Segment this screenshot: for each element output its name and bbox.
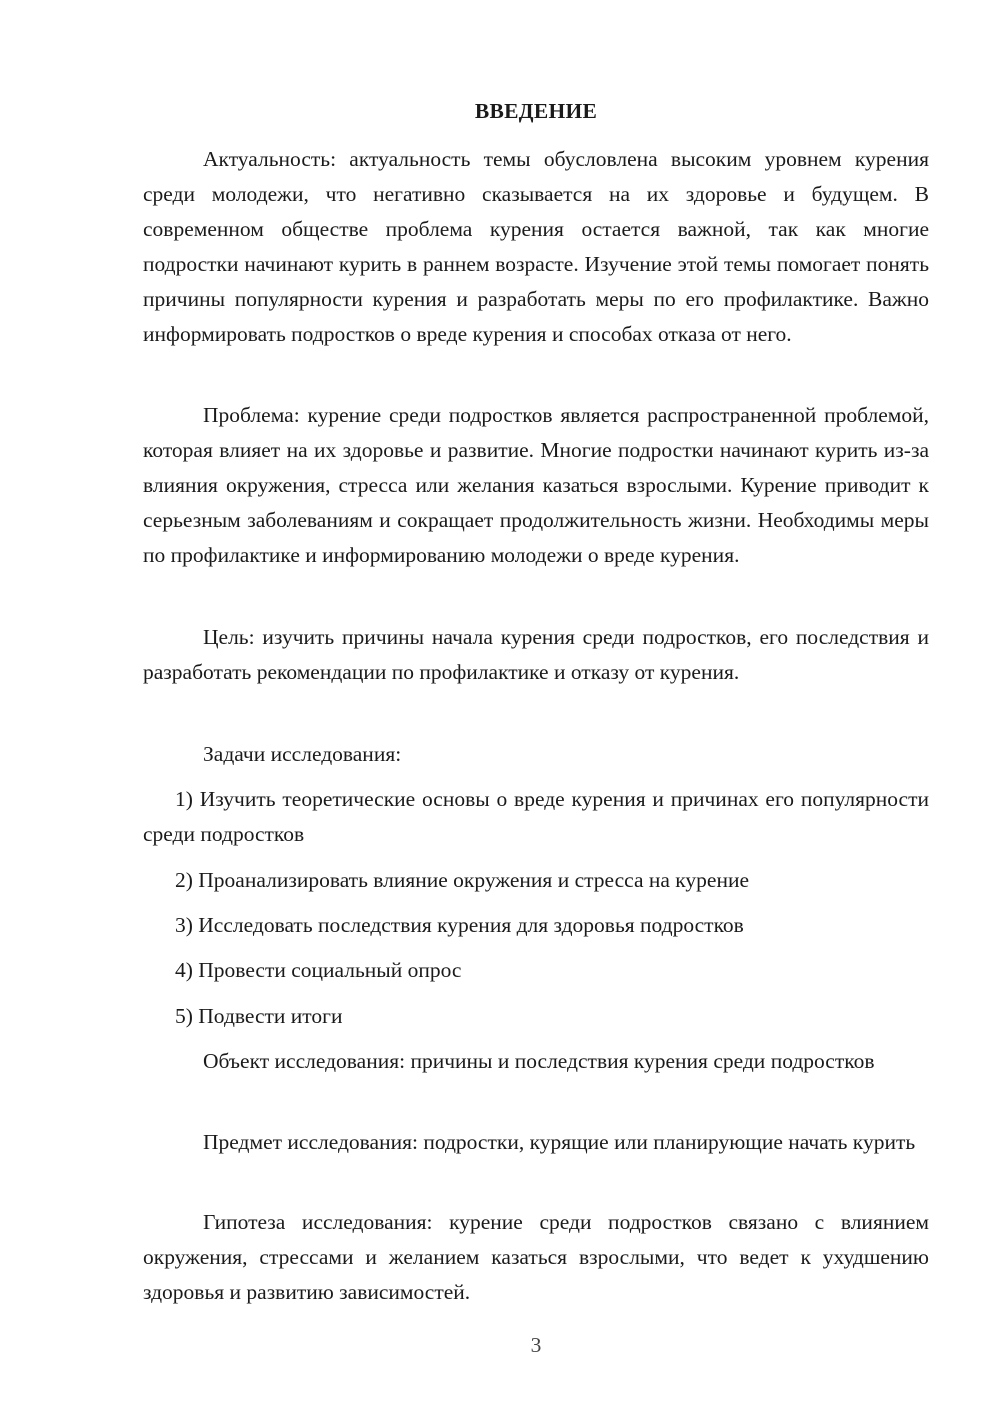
tasks-heading: Задачи исследования: <box>203 742 402 766</box>
relevance-paragraph: Актуальность: актуальность темы обусловлена высоким уровнем курения среди молодежи, что негативно сказывается на их здоровье и будущем. В современном обществе проблема курения остается важной, так как многие подростки начинают курить в раннем возрасте. Изучение этой темы помогает понять причины популярности курения и разработать меры по его профилактике. Важно информировать подростков о вреде курения и способах отказа от него. <box>143 147 929 346</box>
problem-paragraph: Проблема: курение среди подростков является распространенной проблемой, которая влияет на их здоровье и развитие. Многие подростки начинают курить из-за влияния окружения, стресса или желания казаться взрослыми. Курение приводит к серьезным заболеваниям и сокращает продолжительность жизни. Необходимы меры по профилактике и информированию молодежи о вреде курения. <box>143 403 929 567</box>
task-item-2: 2) Проанализировать влияние окружения и стресса на курение <box>175 868 750 892</box>
research-subject-paragraph: Предмет исследования: подростки, курящие или планирующие начать курить <box>203 1130 916 1154</box>
task-item-5: 5) Подвести итоги <box>175 1004 343 1028</box>
hypothesis-paragraph: Гипотеза исследования: курение среди подростков связано с влиянием окружения, стрессами и желанием казаться взрослыми, что ведет к ухудшению здоровья и развитию зависимостей. <box>143 1210 929 1304</box>
research-object-paragraph: Объект исследования: причины и последствия курения среди подростков <box>203 1049 875 1073</box>
goal-paragraph: Цель: изучить причины начала курения среди подростков, его последствия и разработать рекомендации по профилактике и отказу от курения. <box>143 625 929 684</box>
section-heading: ВВЕДЕНИЕ <box>474 99 598 123</box>
page-number: 3 <box>530 1333 542 1357</box>
task-item-3: 3) Исследовать последствия курения для здоровья подростков <box>175 913 744 937</box>
task-item-1: 1) Изучить теоретические основы о вреде курения и причинах его популярности среди подростков <box>143 787 929 846</box>
task-item-4: 4) Провести социальный опрос <box>175 958 462 982</box>
